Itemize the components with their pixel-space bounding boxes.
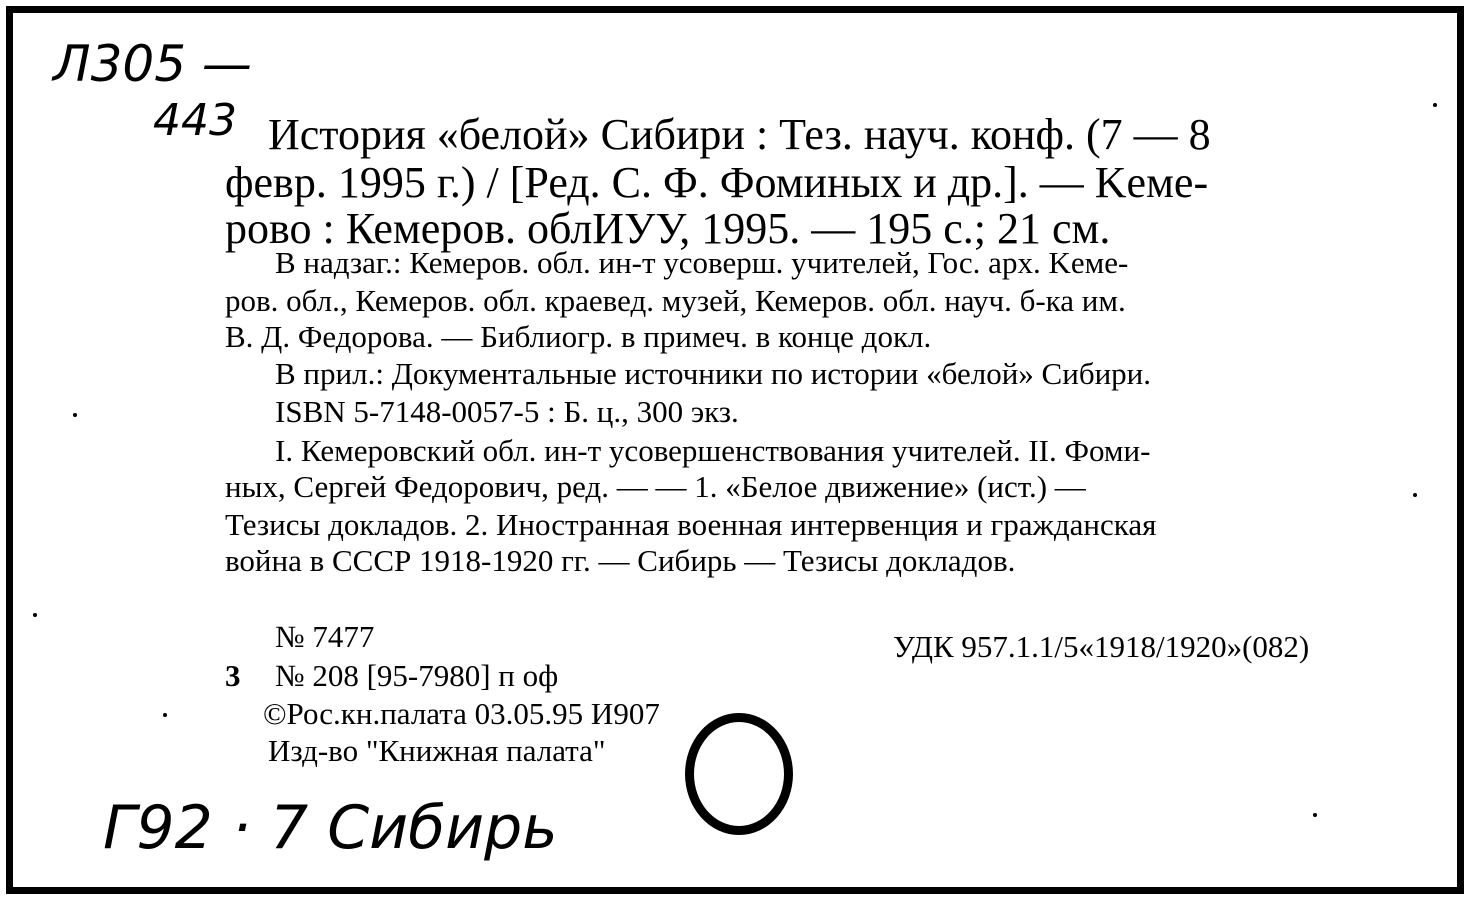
speck — [1413, 493, 1417, 497]
punch-hole — [685, 713, 793, 835]
speck — [1313, 813, 1317, 817]
notes-line-4: В прил.: Документальные источники по истории «белой» Сибири. — [275, 356, 1152, 391]
title-line-1: История «белой» Сибири : Тез. науч. конф. (7 — 8 — [268, 110, 1211, 159]
registration-number: № 208 [95-7980] п оф — [275, 658, 559, 693]
copyright-line: ©Рос.кн.палата 03.05.95 И907 — [263, 696, 660, 731]
card-number: № 7477 — [275, 619, 375, 654]
speck — [73, 413, 77, 417]
isbn-line: ISBN 5-7148-0057-5 : Б. ц., 300 экз. — [275, 394, 739, 429]
speck — [33, 613, 37, 617]
subject-line-2: ных, Сергей Федорович, ред. — — 1. «Белое движение» (ист.) — — [225, 469, 1086, 504]
card-prefix: 3 — [225, 658, 241, 693]
subject-line-3: Тезисы докладов. 2. Иностранная военная интервенция и гражданская — [225, 507, 1157, 542]
notes-line-3: В. Д. Федорова. — Библиогр. в примеч. в конце докл. — [225, 319, 932, 354]
title-line-2: февр. 1995 г.) / [Ред. С. Ф. Фоминых и др.]. — Keме- — [225, 158, 1209, 207]
handwritten-bottom-note: Г92 · 7 Сибирь — [103, 793, 558, 863]
speck — [163, 713, 167, 717]
subject-line-4: война в СССР 1918-1920 гг. — Сибирь — Тезисы докладов. — [225, 543, 1016, 578]
title-line-3: рово : Кемеров. облИУУ, 1995. — 195 с.; 21 см. — [225, 204, 1111, 253]
speck — [1433, 103, 1437, 107]
notes-line-1: В надзаг.: Кемеров. обл. ин-т усоверш. учителей, Гос. арх. Keме- — [275, 245, 1129, 280]
udc-code: УДК 957.1.1/5«1918/1920»(082) — [893, 629, 1310, 664]
publisher-line: Изд-во "Книжная палата" — [268, 733, 606, 768]
catalog-card — [6, 6, 1464, 894]
subject-line-1: I. Кемеровский обл. ин-т усовершенствования учителей. II. Фоми- — [275, 433, 1151, 468]
handwritten-shelfmark-number: 443 — [153, 95, 237, 146]
handwritten-shelfmark: Л305 — — [53, 35, 252, 93]
notes-line-2: ров. обл., Кемеров. обл. краевед. музей, Кемеров. обл. науч. б-ка им. — [225, 283, 1126, 318]
